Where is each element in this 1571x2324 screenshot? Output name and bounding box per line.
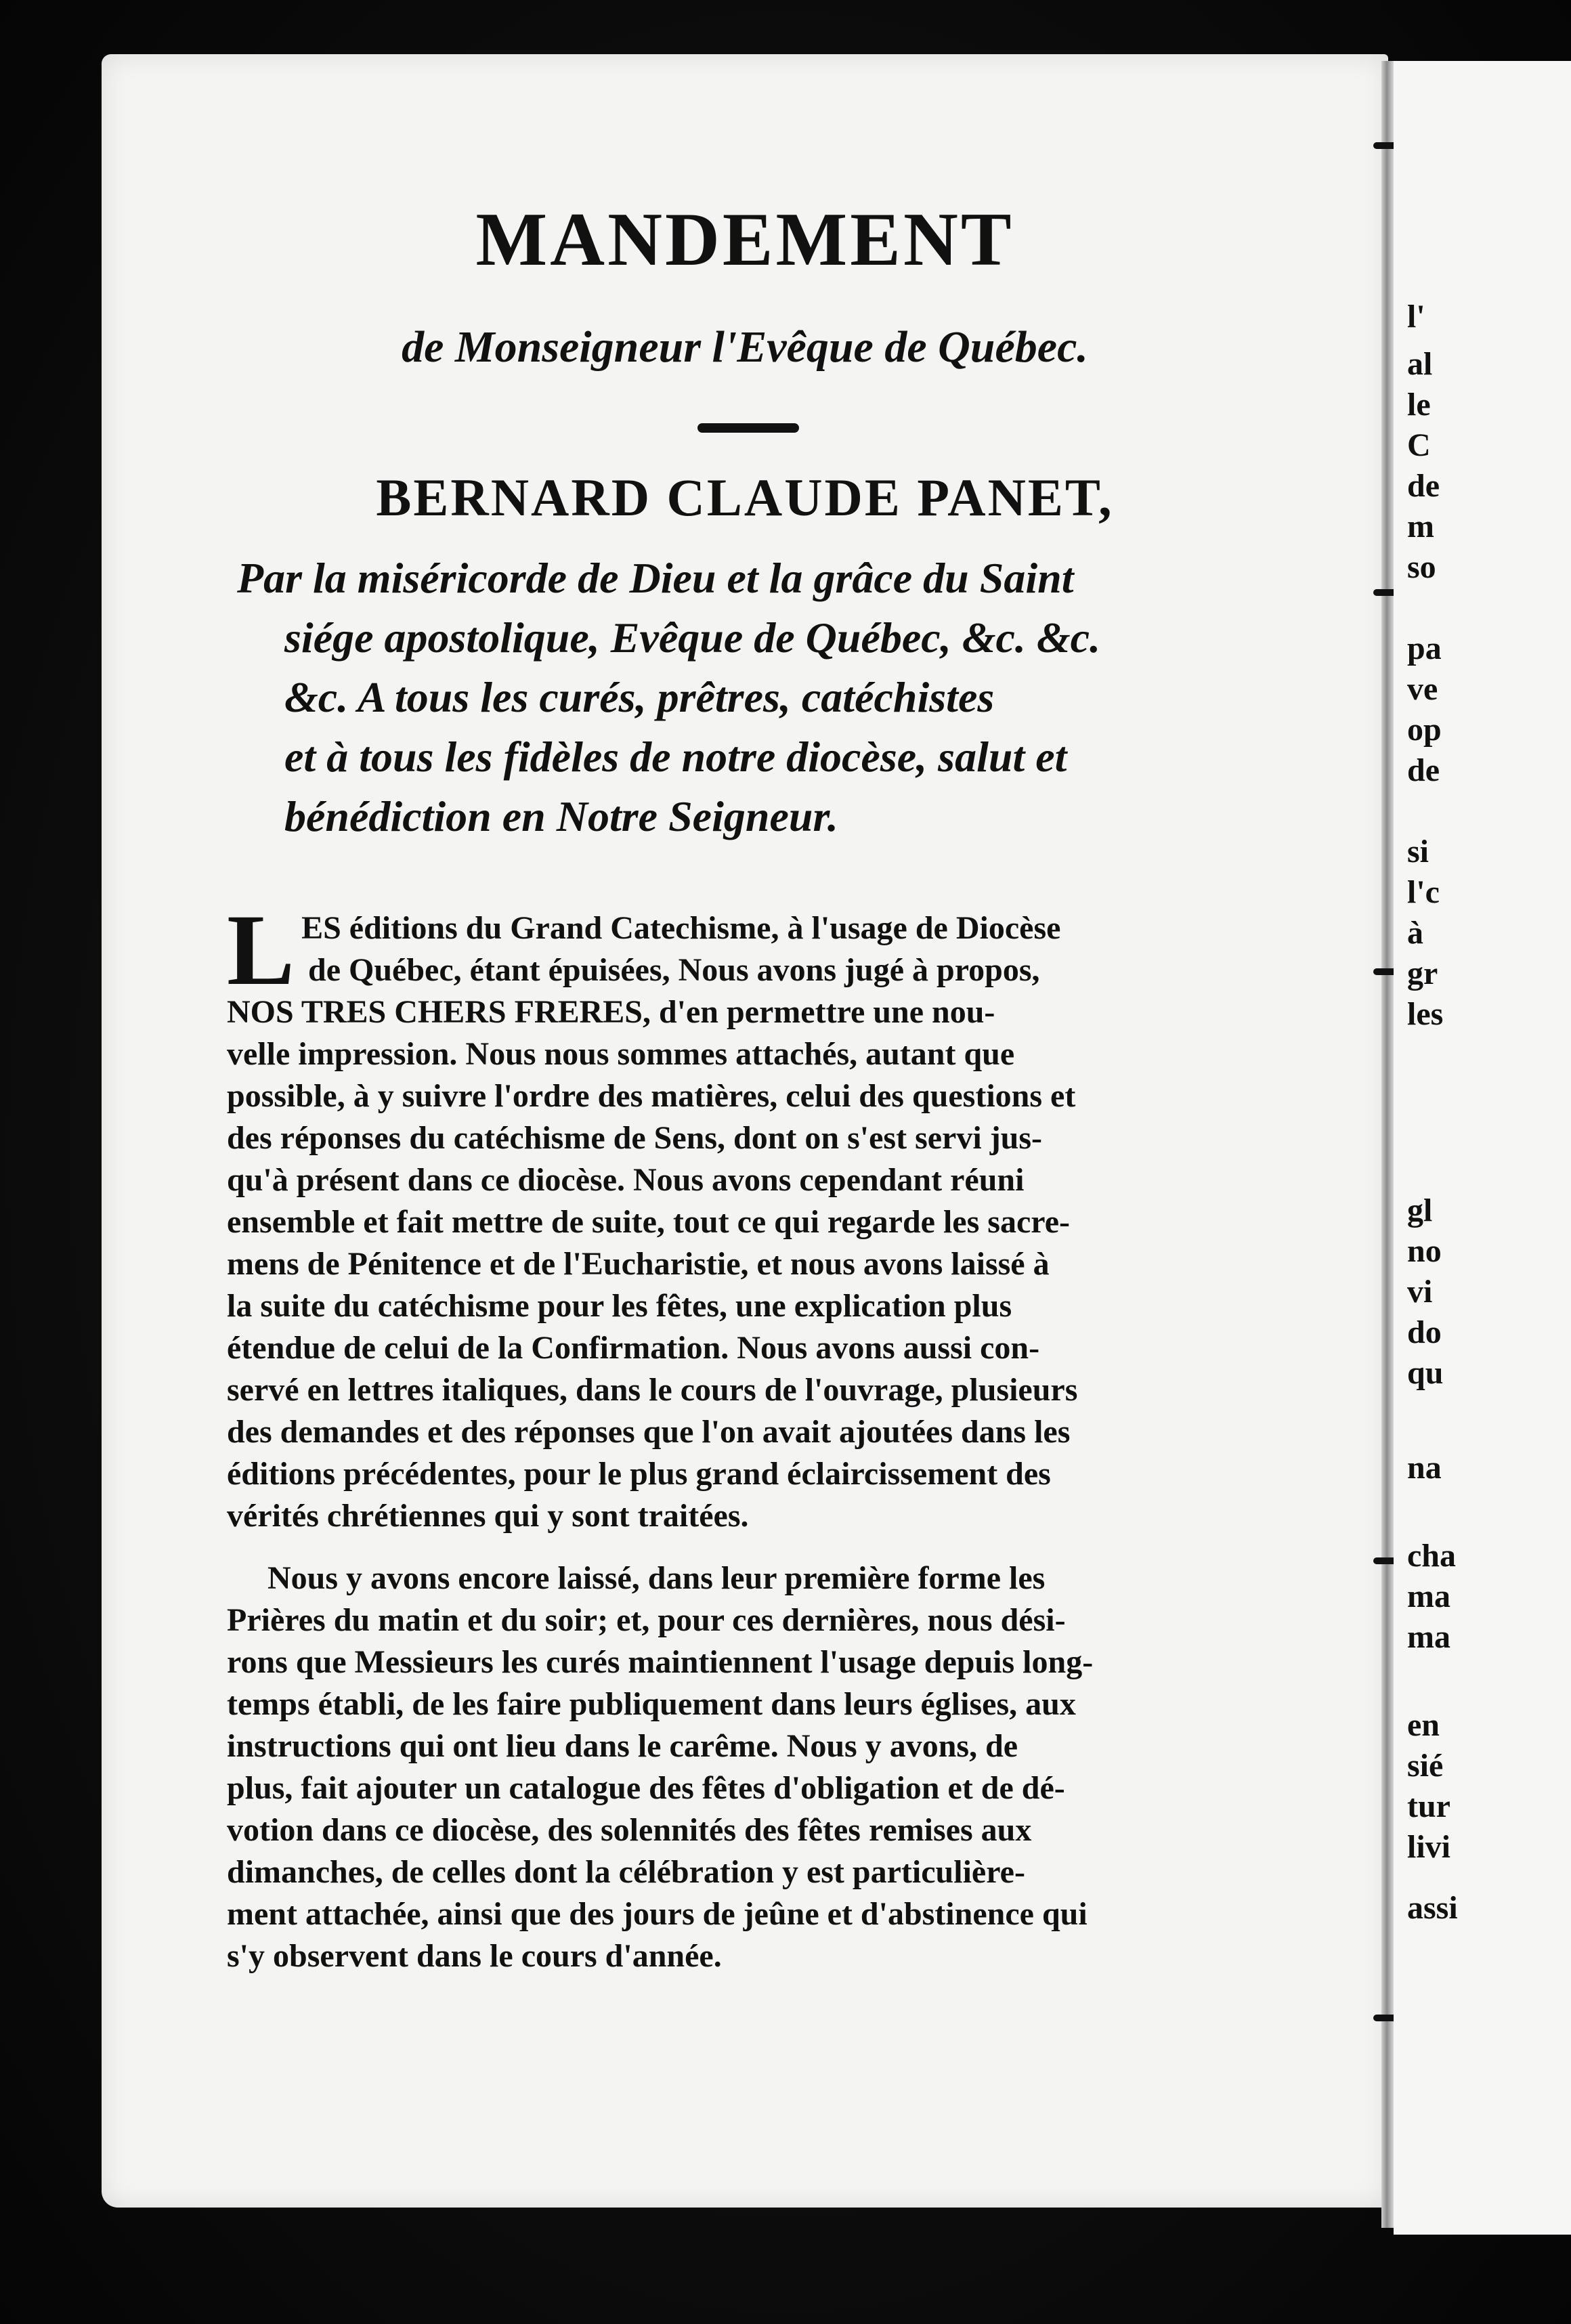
facing-line: vi [1407, 1274, 1433, 1310]
facing-line: à [1407, 915, 1423, 951]
facing-line: l' [1407, 299, 1425, 335]
facing-line: l'c [1407, 874, 1440, 910]
body-line: rons que Messieurs les curés maintiennent l'usage depuis long- [227, 1644, 1094, 1680]
facing-line: ve [1407, 671, 1438, 707]
body-line: de Québec, étant épuisées, Nous avons jugé à propos, [308, 952, 1040, 988]
facing-line: sié [1407, 1748, 1444, 1784]
facing-line: de [1407, 468, 1440, 504]
facing-line: le [1407, 387, 1431, 423]
left-page [102, 54, 1388, 2208]
salutation-line: bénédiction en Notre Seigneur. [284, 792, 838, 840]
facing-line: en [1407, 1707, 1440, 1743]
body-line: plus, fait ajouter un catalogue des fêtes d'obligation et de dé- [227, 1770, 1065, 1806]
bishop-name: BERNARD CLAUDE PANET, [376, 468, 1114, 527]
body-line: ment attachée, ainsi que des jours de jeûne et d'abstinence qui [227, 1896, 1088, 1932]
body-line: servé en lettres italiques, dans le cours de l'ouvrage, plusieurs [227, 1372, 1078, 1408]
body-line: vérités chrétiennes qui y sont traitées. [227, 1498, 749, 1534]
facing-line: do [1407, 1314, 1442, 1350]
facing-line: ma [1407, 1578, 1450, 1614]
facing-page [1394, 61, 1571, 2235]
book-gutter [1381, 61, 1394, 2228]
body-line: Prières du matin et du soir; et, pour ces dernières, nous dési- [227, 1602, 1066, 1638]
divider-rule [697, 423, 799, 433]
document-subtitle: de Monseigneur l'Evêque de Québec. [402, 322, 1088, 372]
body-line: éditions précédentes, pour le plus grand éclaircissement des [227, 1456, 1051, 1492]
document-title: MANDEMENT [475, 198, 1014, 282]
facing-line: tur [1407, 1788, 1450, 1824]
body-line: velle impression. Nous nous sommes attachés, autant que [227, 1036, 1015, 1072]
body-line: possible, à y suivre l'ordre des matières, celui des questions et [227, 1078, 1076, 1114]
body-line: des réponses du catéchisme de Sens, dont on s'est servi jus- [227, 1120, 1043, 1156]
salutation-line: Par la miséricorde de Dieu et la grâce du Saint [237, 554, 1074, 602]
body-line: s'y observent dans le cours d'année. [227, 1938, 722, 1974]
salutation-line: et à tous les fidèles de notre diocèse, salut et [284, 733, 1067, 781]
facing-line: livi [1407, 1829, 1451, 1865]
facing-line: op [1407, 712, 1442, 748]
facing-line: al [1407, 346, 1433, 382]
facing-line: C [1407, 427, 1431, 463]
body-line: mens de Pénitence et de l'Eucharistie, et nous avons laissé à [227, 1246, 1050, 1282]
body-line: qu'à présent dans ce diocèse. Nous avons cependant réuni [227, 1162, 1025, 1198]
body-line: Nous y avons encore laissé, dans leur première forme les [267, 1560, 1046, 1596]
facing-line: pa [1407, 630, 1442, 666]
body-line: la suite du catéchisme pour les fêtes, une explication plus [227, 1288, 1012, 1324]
paragraph-2 [227, 1557, 1243, 1977]
facing-line: les [1407, 996, 1444, 1032]
facing-line: gr [1407, 955, 1438, 991]
body-line: ES éditions du Grand Catechisme, à l'usage de Diocèse [301, 910, 1061, 946]
facing-line: gl [1407, 1192, 1433, 1228]
facing-line: no [1407, 1233, 1442, 1269]
facing-line: so [1407, 549, 1436, 585]
facing-line: na [1407, 1450, 1442, 1486]
salutation-line: &c. A tous les curés, prêtres, catéchistes [284, 673, 995, 721]
facing-line: de [1407, 752, 1440, 788]
body-line: étendue de celui de la Confirmation. Nous avons aussi con- [227, 1330, 1040, 1366]
page-content [102, 54, 1388, 2208]
body-line: NOS TRES CHERS FRERES, d'en permettre une nou- [227, 994, 995, 1030]
facing-line: ma [1407, 1619, 1450, 1655]
salutation [237, 548, 1246, 846]
body-line: ensemble et fait mettre de suite, tout ce qui regarde les sacre- [227, 1204, 1070, 1240]
body-line: dimanches, de celles dont la célébration y est particulière- [227, 1854, 1025, 1890]
facing-line: qu [1407, 1355, 1444, 1391]
facing-line: assi [1407, 1890, 1458, 1926]
body-line: des demandes et des réponses que l'on avait ajoutées dans les [227, 1414, 1071, 1450]
facing-line: m [1407, 509, 1434, 544]
paragraph-1 [227, 894, 1243, 1537]
drop-cap: L [227, 894, 295, 1006]
body-line: votion dans ce diocèse, des solennités des fêtes remises aux [227, 1812, 1032, 1848]
facing-line: si [1407, 834, 1429, 869]
facing-line: cha [1407, 1538, 1456, 1574]
body-line: instructions qui ont lieu dans le carême. Nous y avons, de [227, 1728, 1018, 1764]
salutation-line: siége apostolique, Evêque de Québec, &c. &c. [284, 614, 1101, 662]
body-line: temps établi, de les faire publiquement dans leurs églises, aux [227, 1686, 1076, 1722]
